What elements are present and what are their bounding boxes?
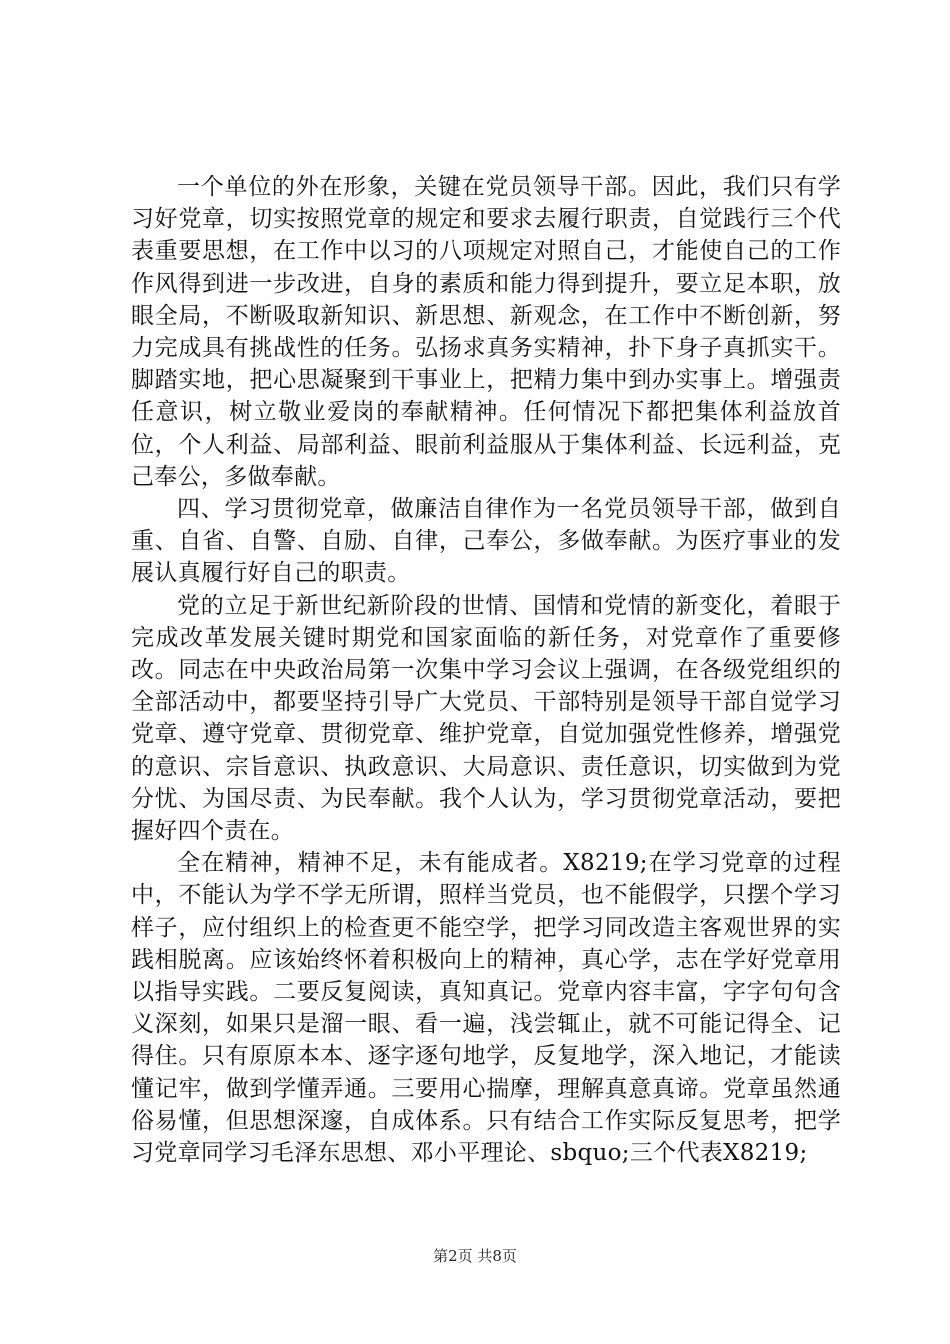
paragraph-1: 一个单位的外在形象，关键在党员领导干部。因此，我们只有学习好党章，切实按照党章的规定和要求去履行职责，自觉践行三个代表重要思想，在工作中以习的八项规定对照自己，才能使自己的工作作风得到进一步改进，自身的素质和能力得到提升，要立足本职，放眼全局，不断吸取新知识、新思想、新观念，在工作中不断创新，努力完成具有挑战性的任务。弘扬求真务实精神，扑下身子真抓实干。脚踏实地，把心思凝聚到干事业上，把精力集中到办实事上。增强责任意识，树立敬业爱岗的奉献精神。任何情况下都把集体利益放首位，个人利益、局部利益、眼前利益服从于集体利益、长远利益，克己奉公，多做奉献。 — [131, 174, 841, 490]
paragraph-3: 党的立足于新世纪新阶段的世情、国情和党情的新变化，着眼于完成改革发展关键时期党和国家面临的新任务，对党章作了重要修改。同志在中央政治局第一次集中学习会议上强调，在各级党组织的全部活动中，都要坚持引导广大党员、干部特别是领导干部自觉学习党章、遵守党章、贯彻党章、维护党章，自觉加强党性修养，增强党的意识、宗旨意识、执政意识、大局意识、责任意识，切实做到为党分忧、为国尽责、为民奉献。我个人认为，学习贯彻党章活动，要把握好四个责在。 — [131, 592, 841, 845]
page-number-footer: 第2页 共8页 — [433, 1247, 517, 1265]
document-body — [131, 171, 841, 1169]
paragraph-2: 四、学习贯彻党章，做廉洁自律作为一名党员领导干部，做到自重、自省、自警、自励、自律，己奉公，多做奉献。为医疗事业的发展认真履行好自己的职责。 — [131, 496, 841, 587]
paragraph-4: 全在精神，精神不足，未有能成者。X8219;在学习党章的过程中，不能认为学不学无所谓，照样当党员，也不能假学，只摆个学习样子，应付组织上的检查更不能空学，把学习同改造主客观世界的实践相脱离。应该始终怀着积极向上的精神，真心学，志在学好党章用以指导实践。二要反复阅读，真知真记。党章内容丰富，字字句句含义深刻，如果只是溜一眼、看一遍，浅尝辄止，就不可能记得全、记得住。只有原原本本、逐字逐句地学，反复地学，深入地记，才能读懂记牢，做到学懂弄通。三要用心揣摩，理解真意真谛。党章虽然通俗易懂，但思想深邃，自成体系。只有结合工作实际反复思考，把学习党章同学习毛泽东思想、邓小平理论、sbquo;三个代表X8219; — [131, 850, 841, 1167]
